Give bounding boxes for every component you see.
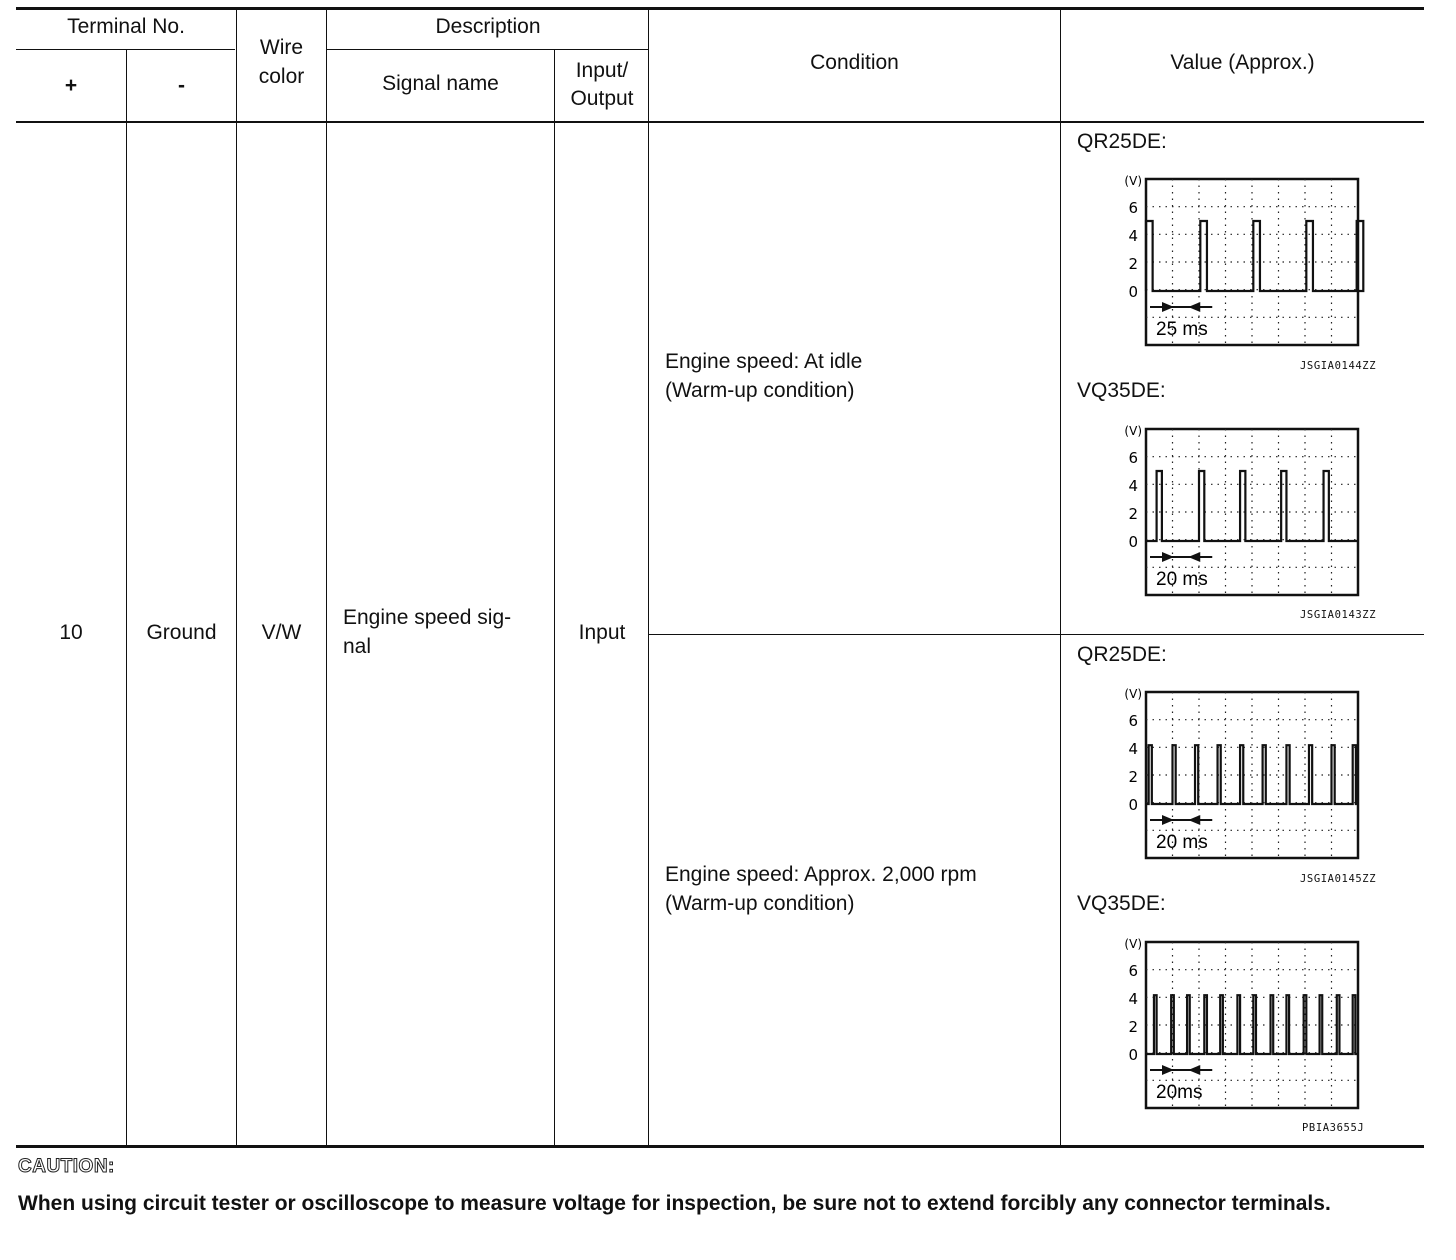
scope-axis-tick: 0 — [1128, 1046, 1138, 1064]
value-idle-vq35de-label: VQ35DE: — [1077, 379, 1166, 402]
scope-axis-unit: (V) — [1124, 424, 1142, 438]
input-output-value: Input — [578, 621, 626, 644]
value-2000-vq35de-label: VQ35DE: — [1077, 892, 1166, 915]
scope-idle-vq35de — [1110, 417, 1410, 597]
scope-waveform — [1146, 745, 1358, 804]
condition-2000rpm-line2: (Warm-up condition) — [665, 892, 855, 915]
condition-idle-line2: (Warm-up condition) — [665, 379, 855, 402]
scope-2000-qr25de — [1110, 680, 1410, 860]
scope-axis-tick: 2 — [1128, 255, 1138, 273]
caution-label: CAUTION: — [18, 1156, 115, 1177]
col-divider-condition — [648, 9, 649, 1146]
scope-idle-qr25de — [1110, 167, 1410, 347]
scope-axis-tick: 6 — [1128, 712, 1138, 730]
scope-axis-tick: 6 — [1128, 962, 1138, 980]
scope-period-label: 20 ms — [1156, 832, 1208, 853]
scope-period-arrow-left — [1188, 552, 1200, 562]
header-minus: - — [178, 74, 185, 97]
scope-axis-tick: 2 — [1128, 505, 1138, 523]
scope-period-arrow-left — [1188, 1065, 1200, 1075]
scope-period-label: 25 ms — [1156, 319, 1208, 340]
scope-axis-tick: 4 — [1128, 740, 1138, 758]
scope-axis-tick: 2 — [1128, 1018, 1138, 1036]
header-input-output-line1: Input/ — [575, 59, 629, 82]
scope-waveform — [1146, 221, 1363, 291]
scope-period-arrow-left — [1188, 815, 1200, 825]
value-2000-qr25de-label: QR25DE: — [1077, 643, 1167, 666]
scope-axis-tick: 6 — [1128, 449, 1138, 467]
scope-code-idle-vq35de: JSGIA0143ZZ — [1300, 609, 1377, 621]
scope-axis-tick: 0 — [1128, 283, 1138, 301]
col-divider-value — [1060, 9, 1061, 1146]
header-terminal-no: Terminal No. — [67, 15, 185, 38]
wire-color-value: V/W — [261, 621, 302, 644]
scope-2000-vq35de — [1110, 930, 1410, 1110]
table-bottom-rule — [16, 1145, 1424, 1148]
condition-row-divider — [649, 634, 1424, 635]
scope-axis-tick: 0 — [1128, 796, 1138, 814]
condition-idle-line1: Engine speed: At idle — [665, 350, 863, 373]
col-divider-signal — [326, 9, 327, 1146]
scope-waveform — [1146, 995, 1358, 1054]
scope-axis-tick: 4 — [1128, 477, 1138, 495]
scope-axis-tick: 6 — [1128, 199, 1138, 217]
header-value: Value (Approx.) — [1170, 51, 1315, 74]
header-wire-color-line2: color — [258, 65, 305, 88]
terminal-minus-value: Ground — [146, 621, 217, 644]
condition-2000rpm-line1: Engine speed: Approx. 2,000 rpm — [665, 863, 977, 886]
col-divider-minus — [126, 49, 127, 1146]
table-top-rule — [16, 7, 1424, 10]
value-idle-qr25de-label: QR25DE: — [1077, 130, 1167, 153]
scope-axis-unit: (V) — [1124, 687, 1142, 701]
header-subdivider-description — [327, 49, 649, 50]
scope-code-2000-qr25de: JSGIA0145ZZ — [1300, 873, 1377, 885]
scope-axis-unit: (V) — [1124, 174, 1142, 188]
scope-axis-tick: 4 — [1128, 227, 1138, 245]
scope-period-arrow-left — [1188, 302, 1200, 312]
header-input-output-line2: Output — [570, 87, 634, 110]
header-wire-color-line1: Wire — [259, 36, 304, 59]
signal-name-line2: nal — [343, 635, 372, 658]
scope-code-idle-qr25de: JSGIA0144ZZ — [1300, 360, 1377, 372]
scope-code-2000-vq35de: PBIA3655J — [1302, 1122, 1365, 1134]
header-plus: + — [64, 74, 78, 97]
caution-text: When using circuit tester or oscilloscope to measure voltage for inspection, be sure not to extend forcibly any connector terminals. — [18, 1192, 1331, 1215]
scope-period-label: 20ms — [1156, 1082, 1203, 1103]
signal-name-line1: Engine speed sig- — [343, 606, 512, 629]
scope-axis-tick: 4 — [1128, 990, 1138, 1008]
col-divider-wire — [236, 9, 237, 1146]
scope-axis-tick: 2 — [1128, 768, 1138, 786]
header-description: Description — [435, 15, 541, 38]
header-condition: Condition — [810, 51, 899, 74]
header-bottom-rule — [16, 121, 1424, 123]
header-signal-name: Signal name — [382, 72, 499, 95]
col-divider-io — [554, 49, 555, 1146]
scope-axis-unit: (V) — [1124, 937, 1142, 951]
terminal-plus-value: 10 — [59, 621, 83, 644]
scope-axis-tick: 0 — [1128, 533, 1138, 551]
scope-period-label: 20 ms — [1156, 569, 1208, 590]
